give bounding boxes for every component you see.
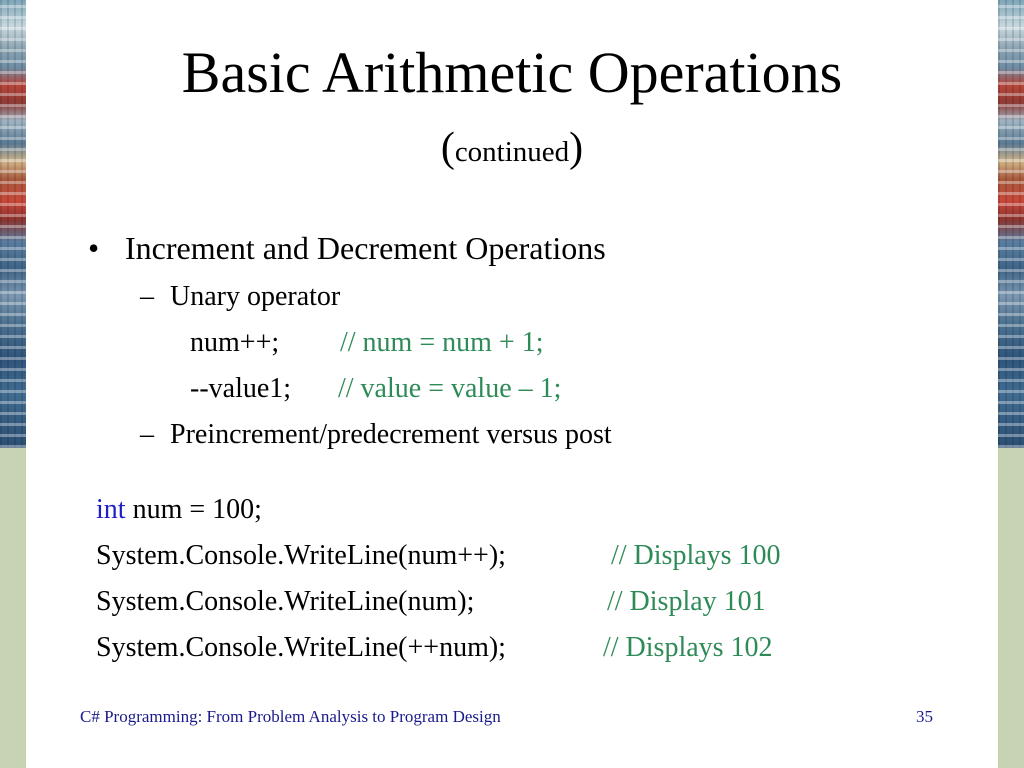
sub-bullet-text: Preincrement/predecrement versus post bbox=[170, 419, 612, 450]
example-statement: System.Console.WriteLine(++num); bbox=[96, 632, 506, 663]
bullet-text: Increment and Decrement Operations bbox=[125, 230, 606, 266]
slide-title: Basic Arithmetic Operations bbox=[181, 40, 843, 105]
example-comment: // Displays 100 bbox=[611, 540, 781, 571]
right-strip-base bbox=[998, 448, 1024, 768]
sub-bullet-marker: – bbox=[140, 419, 154, 450]
slide-subtitle bbox=[60, 118, 964, 182]
example-comment: // Displays 102 bbox=[603, 632, 773, 663]
declaration-rest: num = 100; bbox=[125, 494, 262, 525]
example-statement: System.Console.WriteLine(num++); bbox=[96, 540, 506, 571]
example-comment: // Display 101 bbox=[607, 586, 766, 617]
bullet-marker: • bbox=[88, 230, 100, 266]
code-comment: // num = num + 1; bbox=[340, 327, 544, 358]
subtitle-paren-open: ( bbox=[440, 125, 455, 171]
right-decorative-strip bbox=[998, 0, 1024, 768]
left-strip-photo bbox=[0, 0, 26, 448]
right-strip-photo bbox=[998, 0, 1024, 448]
code-statement: --value1; bbox=[190, 373, 292, 404]
subtitle-text: continued bbox=[454, 136, 570, 168]
example-statement: System.Console.WriteLine(num); bbox=[96, 586, 475, 617]
code-statement: num++; bbox=[190, 327, 280, 358]
slide-number: 35 bbox=[916, 707, 933, 726]
left-strip-base bbox=[0, 448, 26, 768]
example-declaration bbox=[96, 492, 262, 528]
footer-course-title: C# Programming: From Problem Analysis to Program Design bbox=[80, 707, 501, 726]
subtitle-paren-close: ) bbox=[569, 125, 584, 171]
code-comment: // value = value – 1; bbox=[338, 373, 562, 404]
sub-bullet-marker: – bbox=[140, 281, 154, 312]
int-keyword: int bbox=[96, 494, 126, 525]
sub-bullet-text: Unary operator bbox=[170, 281, 341, 312]
left-decorative-strip bbox=[0, 0, 26, 768]
